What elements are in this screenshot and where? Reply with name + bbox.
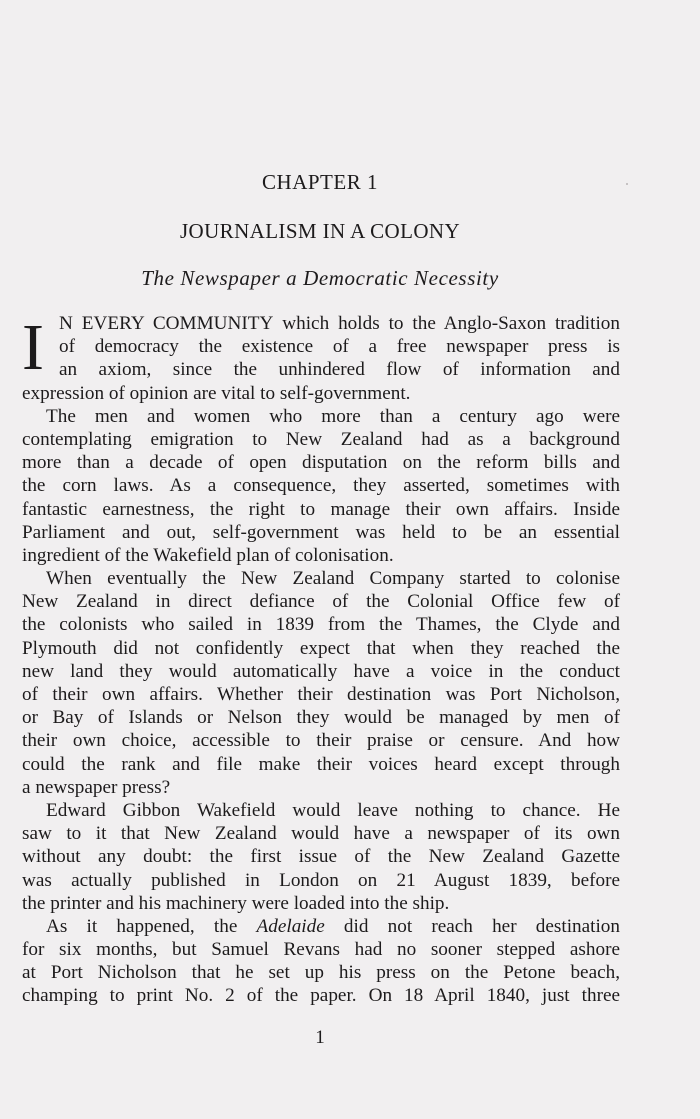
ship-name: Adelaide: [256, 915, 325, 937]
text-line: new land they would automatically have a voice in the conduct: [22, 660, 620, 682]
text-line: of their own affairs. Whether their destination was Port Nicholson,: [22, 684, 620, 705]
text-line: or Bay of Islands or Nelson they would be managed by men of: [22, 707, 620, 729]
chapter-title: JOURNALISM IN A COLONY: [179, 219, 461, 243]
text-line: the printer and his machinery were loaded into the ship.: [22, 892, 450, 914]
text-line: ingredient of the Wakefield plan of colonisation.: [22, 544, 394, 566]
text-line: fantastic earnestness, the right to manage their own affairs. Inside: [22, 498, 620, 520]
text-line: [22, 312, 620, 335]
page-number: 1: [315, 1027, 325, 1048]
text-line: The men and women who more than a century ago were: [46, 405, 620, 427]
text-line: [22, 915, 620, 938]
text-line: expression of opinion are vital to self-government.: [22, 382, 411, 404]
text-line: could the rank and file make their voices heard except through: [22, 753, 620, 775]
text-line: an axiom, since the unhindered flow of information and: [59, 359, 620, 381]
smallcaps-lead: N EVERY COMMUNITY: [59, 313, 274, 334]
body-text: [22, 312, 620, 1008]
chapter-number: CHAPTER 1: [262, 170, 378, 194]
text-line: more than a decade of open disputation on the reform bills and: [22, 452, 620, 474]
text-line: without any doubt: the first issue of the New Zealand Gazette: [22, 846, 620, 868]
adelaide-before: As it happened, the: [46, 915, 257, 937]
text-line: a newspaper press?: [22, 776, 171, 798]
text-line: champing to print No. 2 of the paper. On 18 April 1840, just three: [22, 985, 620, 1007]
text-line: the corn laws. As a consequence, they asserted, sometimes with: [22, 475, 620, 497]
text-line: their own choice, accessible to their praise or censure. And how: [22, 730, 620, 752]
text-line: New Zealand in direct defiance of the Colonial Office few of: [22, 591, 620, 613]
chapter-subtitle: The Newspaper a Democratic Necessity: [141, 266, 499, 290]
text-line: When eventually the New Zealand Company started to colonise: [46, 568, 620, 590]
text-line: was actually published in London on 21 August 1839, before: [22, 869, 620, 891]
text-line: the colonists who sailed in 1839 from the Thames, the Clyde and: [22, 614, 620, 636]
print-speck: [626, 183, 628, 185]
text-line: of democracy the existence of a free newspaper press is: [59, 336, 620, 358]
text-line: for six months, but Samuel Revans had no sooner stepped ashore: [22, 939, 620, 961]
text-line: Parliament and out, self-government was held to be an essential: [22, 521, 620, 543]
text-line: Plymouth did not confidently expect that when they reached the: [22, 637, 620, 659]
text-line: saw to it that New Zealand would have a newspaper of its own: [22, 823, 620, 845]
text-line: Edward Gibbon Wakefield would leave nothing to chance. He: [46, 799, 620, 821]
text-line: at Port Nicholson that he set up his press on the Petone beach,: [22, 962, 620, 984]
first-line-rest: which holds to the Anglo-Saxon tradition: [273, 313, 620, 334]
text-line: contemplating emigration to New Zealand had as a background: [22, 428, 620, 450]
adelaide-after: did not reach her destination: [324, 915, 620, 937]
drop-cap: I: [22, 311, 44, 384]
